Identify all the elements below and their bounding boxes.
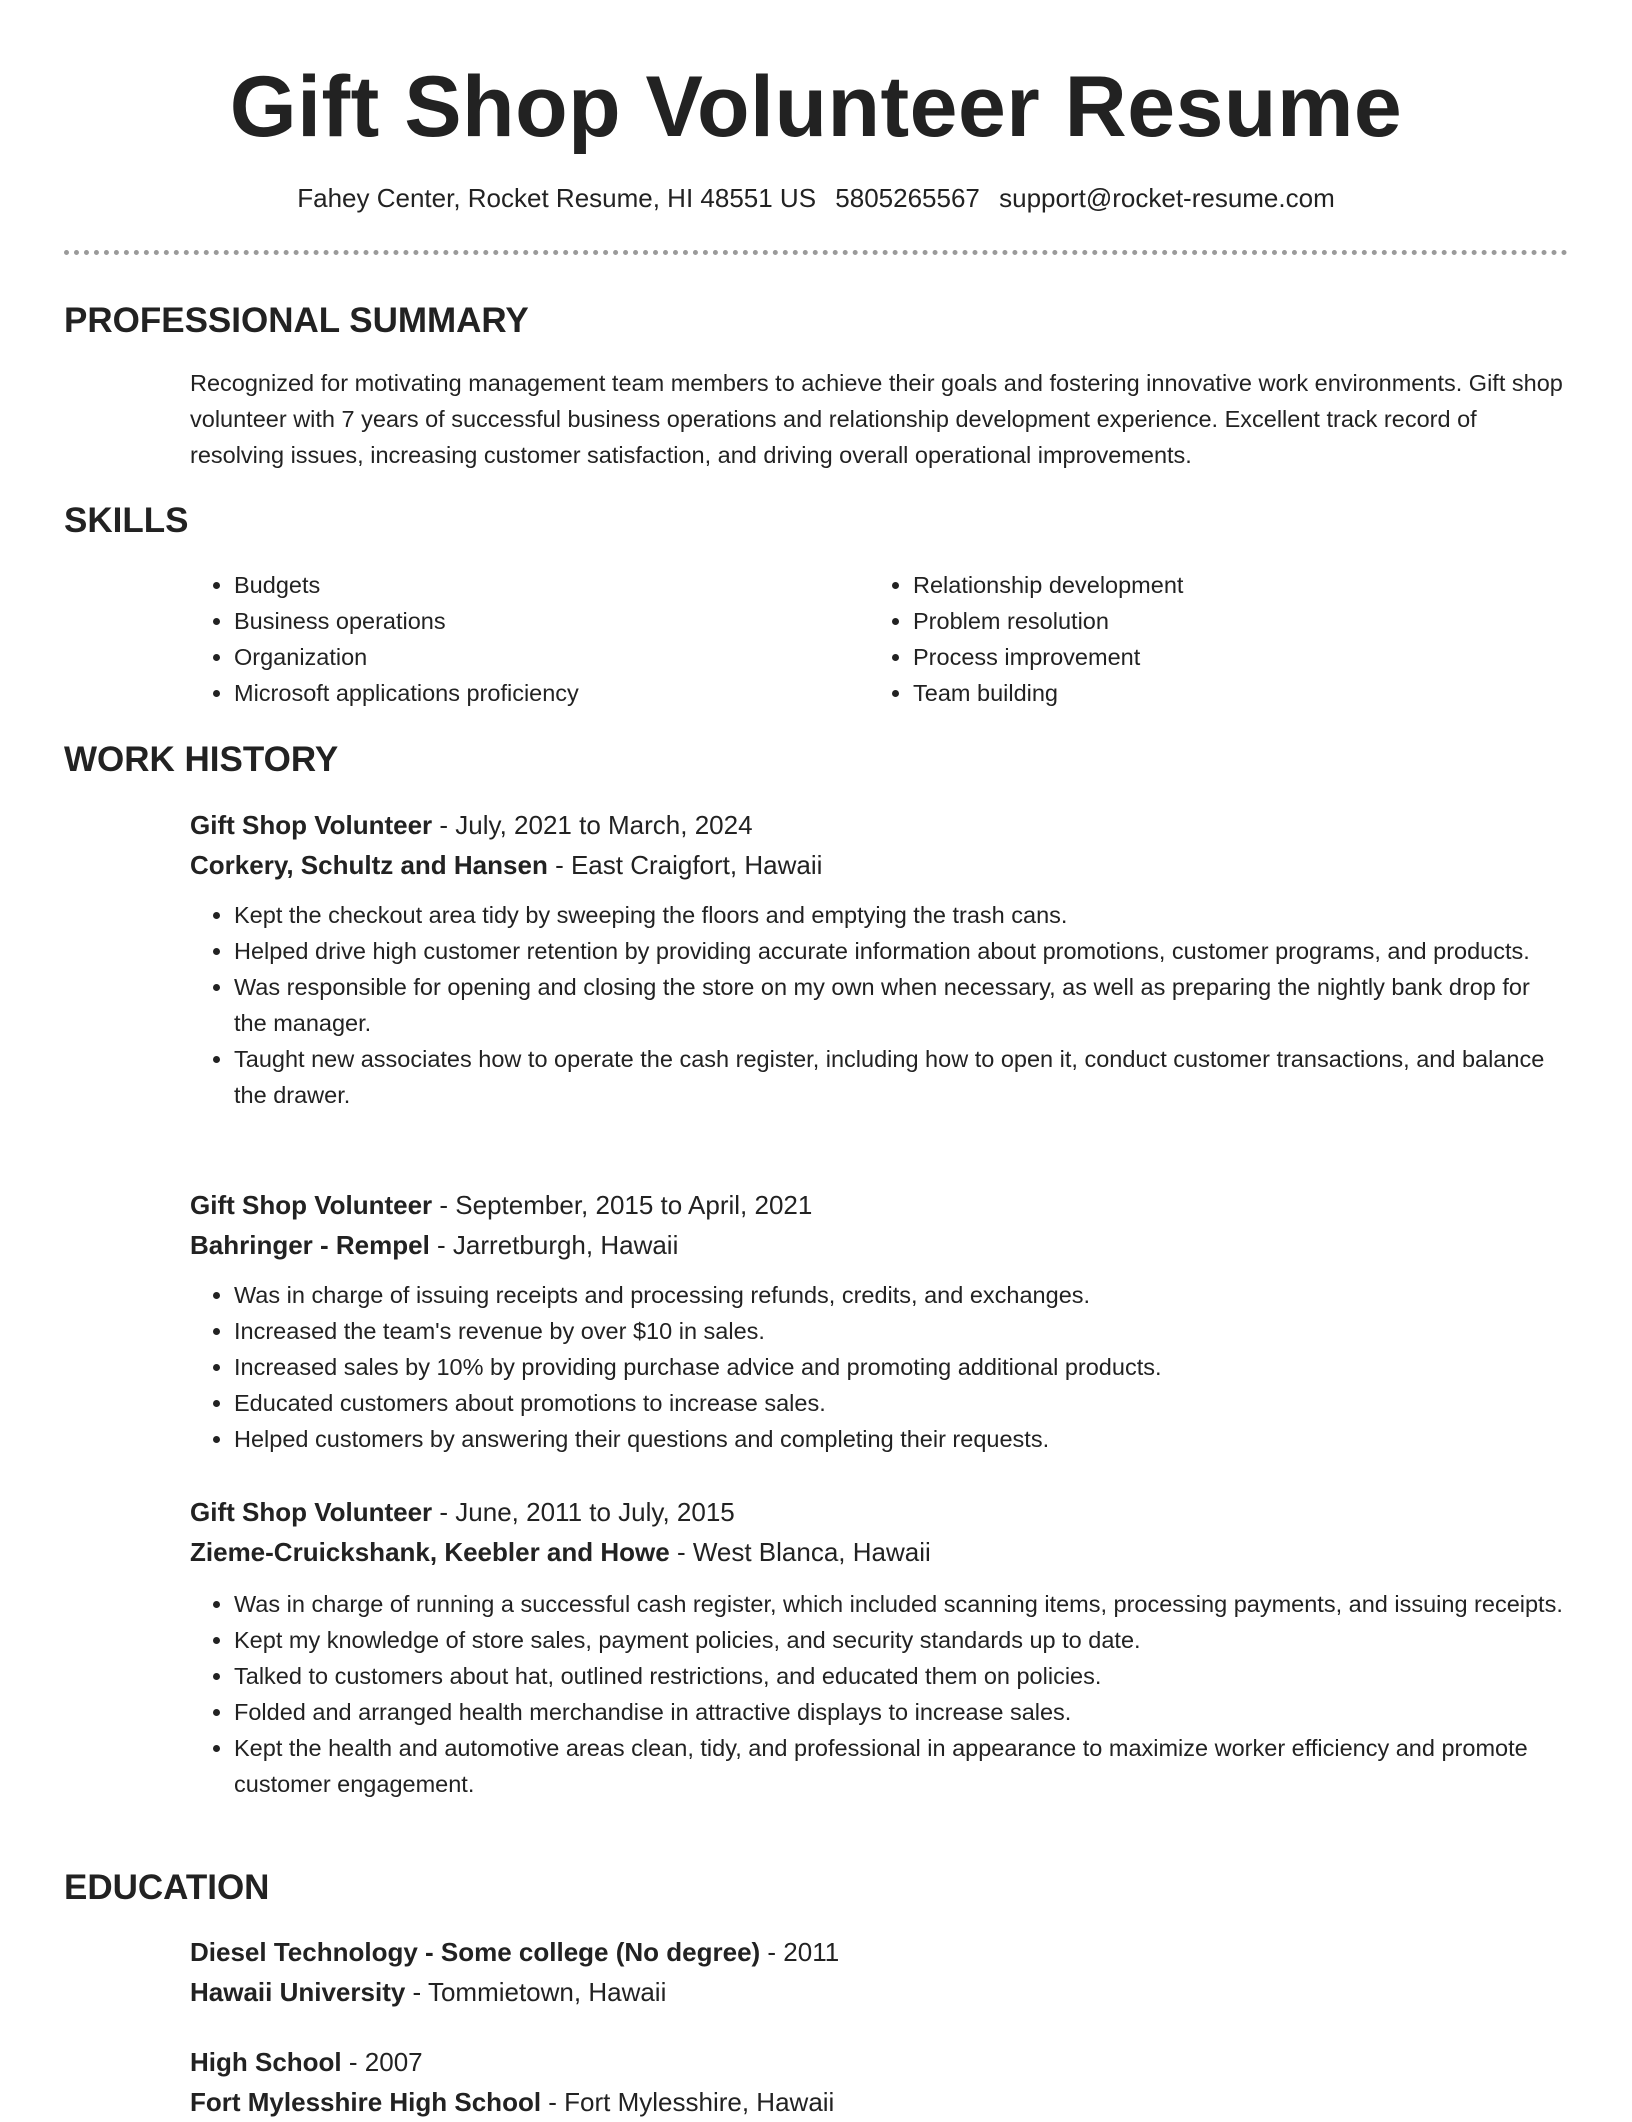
- skill-item: • Budgets: [234, 567, 790, 603]
- job-title-line: [190, 1185, 1568, 1225]
- job-company: Zieme-Cruickshank, Keebler and Howe: [190, 1537, 670, 1567]
- job-company-line: [190, 1532, 1568, 1572]
- education-year: - 2007: [341, 2047, 423, 2077]
- skills-list: [190, 567, 1568, 717]
- summary-text: Recognized for motivating management team members to achieve their goals and fostering innovative work environments. Gift shop volunteer with 7 years of successful business operations and relationship development experience. Excellent track record of resolving issues, increasing customer satisfaction, and driving overall operational improvements.: [190, 370, 1563, 468]
- job-title-line: [190, 1492, 1568, 1532]
- education-school: Fort Mylesshire High School: [190, 2087, 542, 2117]
- job-bullet: • Increased sales by 10% by providing purchase advice and promoting additional products.: [234, 1349, 1568, 1385]
- job-bullets: [190, 1586, 1568, 1802]
- job-entry: [190, 805, 1568, 1113]
- job-bullet: • Kept the health and automotive areas clean, tidy, and professional in appearance to maximize worker efficiency and promote customer engagement.: [234, 1730, 1568, 1802]
- summary-heading: PROFESSIONAL SUMMARY: [64, 301, 529, 340]
- education-location: - Fort Mylesshire, Hawaii: [541, 2087, 835, 2117]
- education-location: - Tommietown, Hawaii: [405, 1977, 667, 2007]
- education-school: Hawaii University: [190, 1977, 406, 2007]
- job-bullet: • Kept the checkout area tidy by sweeping the floors and emptying the trash cans.: [234, 897, 1568, 933]
- job-bullet: • Kept my knowledge of store sales, payment policies, and security standards up to date.: [234, 1622, 1568, 1658]
- job-company-line: [190, 1225, 1568, 1265]
- contact-email: support@rocket-resume.com: [999, 183, 1335, 213]
- job-bullets: [190, 897, 1568, 1113]
- job-role: Gift Shop Volunteer: [190, 1190, 433, 1220]
- skill-item: • Microsoft applications proficiency: [234, 675, 790, 711]
- education-heading: EDUCATION: [64, 1868, 270, 1907]
- education-entry: [190, 1932, 1568, 2012]
- job-company: Corkery, Schultz and Hansen: [190, 850, 548, 880]
- skill-item: • Organization: [234, 639, 790, 675]
- contact-phone: 5805265567: [835, 183, 980, 213]
- contact-line: [64, 180, 1568, 216]
- skills-column-right: [869, 567, 1469, 711]
- header-divider: [64, 250, 1568, 255]
- job-bullet: • Talked to customers about hat, outlined restrictions, and educated them on policies.: [234, 1658, 1568, 1694]
- resume-title: Gift Shop Volunteer Resume: [229, 59, 1403, 155]
- job-entry: [190, 1492, 1568, 1802]
- job-bullet: • Was responsible for opening and closing the store on my own when necessary, as well as preparing the nightly bank drop for the manager.: [234, 969, 1568, 1041]
- education-school-line: [190, 1972, 1568, 2012]
- job-bullet: • Was in charge of issuing receipts and processing refunds, credits, and exchanges.: [234, 1277, 1568, 1313]
- job-bullet: • Increased the team's revenue by over $10 in sales.: [234, 1313, 1568, 1349]
- job-bullet: • Helped drive high customer retention by providing accurate information about promotions, customer programs, and products.: [234, 933, 1568, 969]
- job-dates: - July, 2021 to March, 2024: [432, 810, 753, 840]
- education-school-line: [190, 2082, 1568, 2122]
- job-bullet: • Folded and arranged health merchandise in attractive displays to increase sales.: [234, 1694, 1568, 1730]
- job-dates: - September, 2015 to April, 2021: [432, 1190, 813, 1220]
- education-entry: [190, 2042, 1568, 2122]
- job-bullet: • Taught new associates how to operate the cash register, including how to open it, conduct customer transactions, and balance the drawer.: [234, 1041, 1568, 1113]
- education-degree-line: [190, 2042, 1568, 2082]
- skills-column-left: [190, 567, 790, 711]
- education-degree: Diesel Technology - Some college (No degree): [190, 1937, 761, 1967]
- job-location: - East Craigfort, Hawaii: [547, 850, 823, 880]
- education-degree-line: [190, 1932, 1568, 1972]
- job-bullets: [190, 1277, 1568, 1457]
- job-bullet: • Was in charge of running a successful cash register, which included scanning items, processing payments, and issuing receipts.: [234, 1586, 1568, 1622]
- job-location: - West Blanca, Hawaii: [669, 1537, 931, 1567]
- job-role: Gift Shop Volunteer: [190, 1497, 433, 1527]
- job-title-line: [190, 805, 1568, 845]
- contact-address: Fahey Center, Rocket Resume, HI 48551 US: [297, 183, 817, 213]
- job-dates: - June, 2011 to July, 2015: [432, 1497, 735, 1527]
- work-history-heading: WORK HISTORY: [64, 740, 339, 779]
- job-location: - Jarretburgh, Hawaii: [429, 1230, 679, 1260]
- skill-item: • Problem resolution: [913, 603, 1469, 639]
- skills-heading: SKILLS: [64, 501, 189, 540]
- skill-item: • Business operations: [234, 603, 790, 639]
- job-bullet: • Educated customers about promotions to increase sales.: [234, 1385, 1568, 1421]
- skill-item: • Process improvement: [913, 639, 1469, 675]
- job-role: Gift Shop Volunteer: [190, 810, 433, 840]
- education-year: - 2011: [760, 1937, 840, 1967]
- job-bullet: • Helped customers by answering their questions and completing their requests.: [234, 1421, 1568, 1457]
- job-company: Bahringer - Rempel: [190, 1230, 430, 1260]
- skill-item: • Team building: [913, 675, 1469, 711]
- education-degree: High School: [190, 2047, 342, 2077]
- job-company-line: [190, 845, 1568, 885]
- job-entry: [190, 1185, 1568, 1457]
- skill-item: • Relationship development: [913, 567, 1469, 603]
